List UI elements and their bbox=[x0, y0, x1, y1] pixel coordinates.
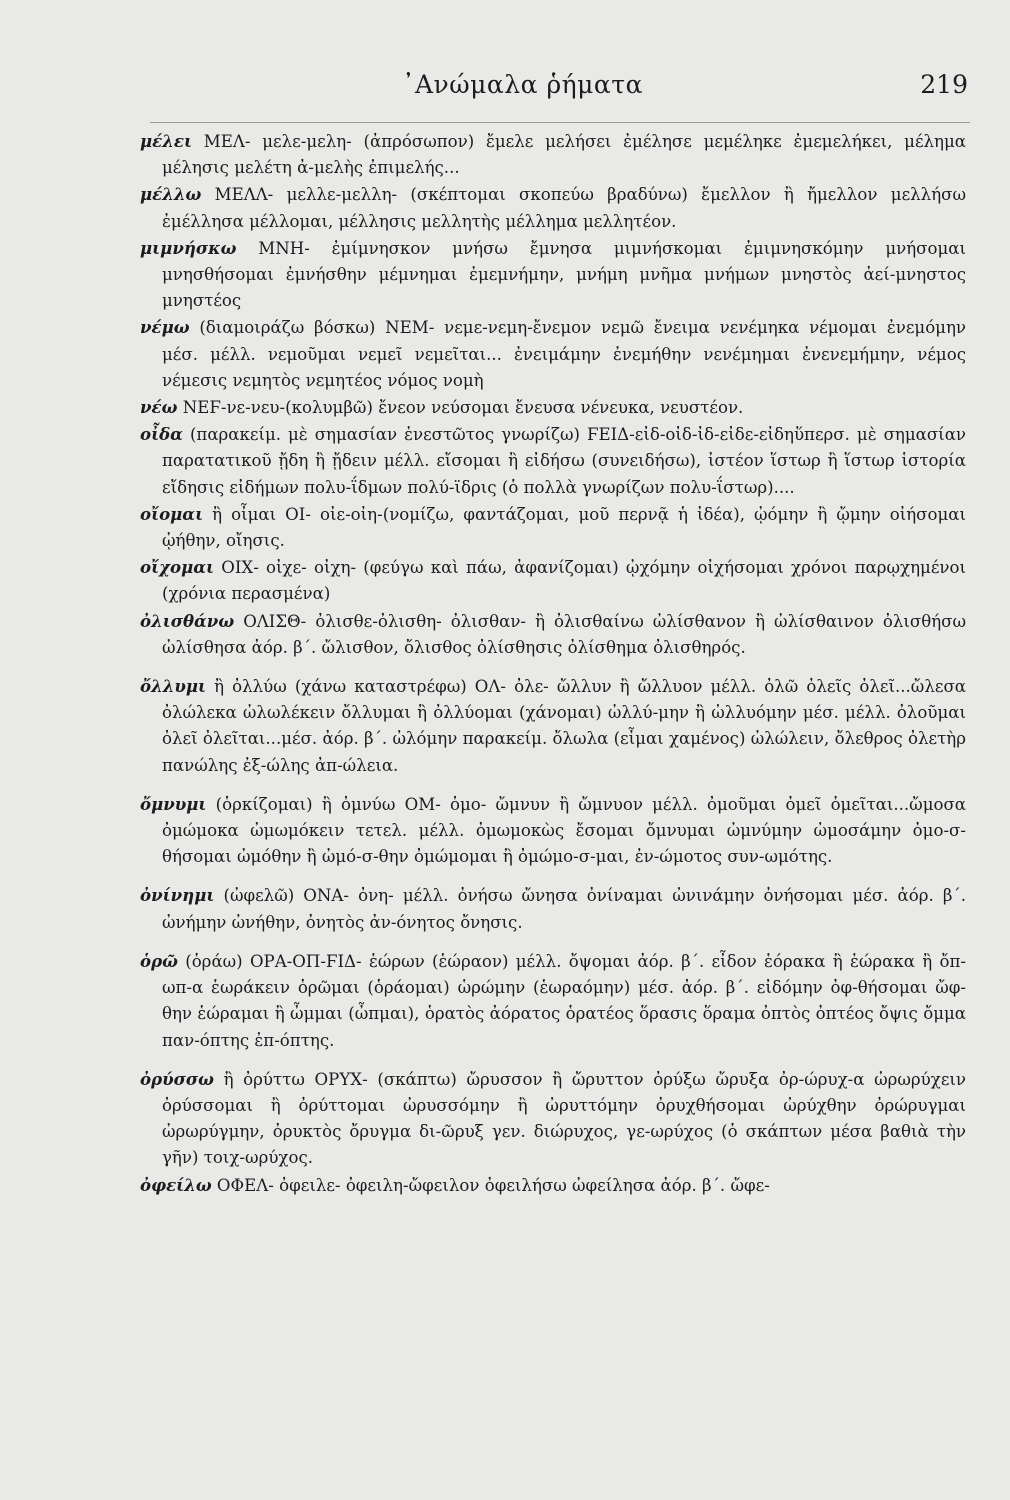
dictionary-entries bbox=[140, 128, 966, 1199]
entry-text: ΜΝΗ- ἐμίμνησκον μνήσω ἔμνησα μιμνήσκομαι ἐμιμνησκόμην μνήσομαι μνησθήσομαι ἐμνήσθην μέμνημαι ἐμεμνήμην, μνήμη μνῆμα μνήμων μνηστὸς ἀεί-μνηστος μνηστέος bbox=[162, 238, 966, 311]
running-title: ᾿Ανώμαλα ῥήματα bbox=[402, 70, 643, 99]
headword: ὄλλυμι bbox=[140, 676, 207, 697]
headword: μέλλω bbox=[140, 184, 202, 205]
entry-text: ΝΕϜ-νε-νευ-(κολυμβῶ) ἔνεον νεύσομαι ἔνευσα νένευκα, νευστέον. bbox=[182, 398, 744, 418]
entry-text: ΜΕΛ- μελε-μελη- (ἀπρόσωπον) ἔμελε μελήσει ἐμέλησε μεμέληκε ἐμεμελήκει, μέλημα μέλησις μελέτη ἀ-μελὴς ἐπιμελής... bbox=[162, 132, 966, 178]
entry-text: ἢ ὀλλύω (χάνω καταστρέφω) ΟΛ- ὀλε- ὤλλυν ἢ ὤλλυον μέλλ. ὀλῶ ὀλεῖς ὀλεῖ...ὤλεσα ὀλώλεκα ὠλωλέκειν ὄλλυμαι ἢ ὀλλύομαι (χάνομαι) ὠλλύ-μην ἢ ὠλλυόμην μέσ. μέλλ. ὀλοῦμαι ὀλεῖ ὀλεῖται...μέσ. ἀόρ. β΄. ὠλόμην παρακείμ. ὄλωλα (εἶμαι χαμένος) ὠλώλειν, ὄλεθρος ὀλετὴρ πανώλης ἐξ-ώλης ἀπ-ώλεια. bbox=[162, 677, 966, 775]
entry-text: ΜΕΛΛ- μελλε-μελλη- (σκέπτομαι σκοπεύω βραδύνω) ἔμελλον ἢ ἤμελλον μελλήσω ἐμέλλησα μέλλομαι, μέλλησις μελλητὴς μέλλημα μελλητέον. bbox=[162, 185, 966, 231]
entry-oichomai bbox=[140, 554, 966, 607]
entry-mimnisko bbox=[140, 235, 966, 315]
entry-text: ΟΛΙΣΘ- ὀλισθε-ὀλισθη- ὀλισθαν- ἢ ὀλισθαίνω ὠλίσθανον ἢ ὠλίσθαινον ὀλισθήσω ὠλίσθησα ἀόρ. β΄. ὤλισθον, ὄλισθος ὀλίσθησις ὀλίσθημα ὀλισθηρός. bbox=[162, 611, 966, 657]
page-header bbox=[150, 70, 970, 123]
headword: ὄμνυμι bbox=[140, 793, 207, 814]
headword: νέω bbox=[140, 397, 178, 418]
headword: ὀνίνημι bbox=[140, 885, 215, 906]
headword: νέμω bbox=[140, 317, 190, 338]
entry-ollymi bbox=[140, 673, 966, 779]
headword: οἴχομαι bbox=[140, 557, 215, 578]
entry-oiomai bbox=[140, 501, 966, 554]
headword: μέλει bbox=[140, 131, 192, 151]
entry-text: ΟΙΧ- οἰχε- οἰχη- (φεύγω καὶ πάω, ἀφανίζομαι) ᾠχόμην οἰχήσομαι χρόνοι παρῳχημένοι (χρόνια περασμένα) bbox=[162, 558, 966, 604]
headword: ὀρύσσω bbox=[140, 1068, 214, 1089]
entry-orysso bbox=[140, 1066, 967, 1172]
entry-neo bbox=[140, 394, 966, 421]
entry-oro bbox=[140, 948, 967, 1054]
entry-text: ἢ ὀρύττω ΟΡΥΧ- (σκάπτω) ὤρυσσον ἢ ὤρυττον ὀρύξω ὤρυξα ὀρ-ώρυχ-α ὠρωρύχειν ὀρύσσομαι ἢ ὀρύττομαι ὠρυσσόμην ἢ ὠρυττόμην ὀρυχθήσομαι ὠρύχθην ὀρώρυγμαι ὠρωρύγμην, ὀρυκτὸς ὄρυγμα δι-ῶρυξ γεν. διώρυχος, γε-ωρύχος (ὁ σκάπτων μέσα βαθιὰ τὴν γῆν) τοιχ-ωρύχος. bbox=[162, 1069, 967, 1168]
headword: ὀλισθάνω bbox=[140, 610, 235, 631]
entry-opheilo bbox=[140, 1172, 966, 1199]
entry-melei bbox=[140, 128, 966, 181]
entry-oninimi bbox=[140, 882, 966, 935]
entry-nemo bbox=[140, 314, 966, 394]
headword: ὀφείλω bbox=[140, 1174, 212, 1195]
entry-text: (ὁρκίζομαι) ἢ ὀμνύω ΟΜ- ὀμο- ὤμνυν ἢ ὤμνυον μέλλ. ὀμοῦμαι ὀμεῖ ὀμεῖται...ὤμοσα ὀμώμοκα ὠμωμόκειν τετελ. μέλλ. ὀμωμοκὼς ἔσομαι ὄμνυμαι ὠμνύμην ὠμοσάμην ὀμο-σ-θήσομαι ὠμόθην ἢ ὠμό-σ-θην ὀμώμομαι ἢ ὀμώμο-σ-μαι, ἐν-ώμοτος συν-ωμότης. bbox=[162, 794, 966, 867]
headword: μιμνήσκω bbox=[140, 237, 237, 258]
headword: ὁρῶ bbox=[140, 950, 178, 971]
entry-text: (ὠφελῶ) ΟΝΑ- ὀνη- μέλλ. ὀνήσω ὤνησα ὀνίναμαι ὠνινάμην ὀνήσομαι μέσ. ἀόρ. β΄. ὠνήμην ὠνήθην, ὀνητὸς ἀν-όνητος ὄνησις. bbox=[162, 886, 966, 932]
entry-text: ΟΦΕΛ- ὀφειλε- ὀφειλη-ὤφειλον ὀφειλήσω ὠφείλησα ἀόρ. β΄. ὤφε- bbox=[216, 1175, 770, 1195]
entry-omnymi bbox=[140, 791, 966, 871]
entry-olisthano bbox=[140, 608, 966, 661]
entry-mello bbox=[140, 181, 966, 234]
entry-text: (διαμοιράζω βόσκω) ΝΕΜ- νεμε-νεμη-ἔνεμον νεμῶ ἔνειμα νενέμηκα νέμομαι ἐνεμόμην μέσ. μέλλ. νεμοῦμαι νεμεῖ νεμεῖται... ἐνειμάμην ἐνεμήθην νενέμημαι ἐνενεμήμην, νέμος νέμεσις νεμητὸς νεμητέος νόμος νομὴ bbox=[162, 318, 966, 390]
entry-text: (παρακείμ. μὲ σημασίαν ἐνεστῶτος γνωρίζω) ϜΕΙΔ-εἰδ-οἰδ-ἰδ-εἰδε-εἰδηὕπερσ. μὲ σημασίαν παρατατικοῦ ᾔδη ἢ ᾔδειν μέλλ. εἴσομαι ἢ εἰδήσω (συνειδήσω), ἰστέον ἵστωρ ἢ ἵστωρ ἱστορία εἴδησις εἰδήμων πολυ-ΐδμων πολύ-ϊδρις (ὁ πολλὰ γνωρίζων πολυ-ΐστωρ).... bbox=[162, 425, 966, 497]
entry-text: ἢ οἶμαι ΟΙ- οἰε-οἰη-(νομίζω, φαντάζομαι, μοῦ περνᾷ ἡ ἰδέα), ᾠόμην ἢ ᾤμην οἰήσομαι ᾠήθην, οἴησις. bbox=[162, 504, 966, 551]
entry-text: (ὁράω) ΟΡΑ-ΟΠ-ϜΙΔ- ἑώρων (ἑώραον) μέλλ. ὄψομαι ἀόρ. β΄. εἶδον ἑόρακα ἢ ἑώρακα ἢ ὄπ-ωπ-α ἑωράκειν ὁρῶμαι (ὁράομαι) ὡρώμην (ἑωραόμην) μέσ. ἀόρ. β΄. εἰδόμην ὀφ-θήσομαι ὤφ-θην ἑώραμαι ἢ ὦμμαι (ὦπμαι), ὁρατὸς ἀόρατος ὁρατέος ὅρασις ὅραμα ὀπτὸς ὀπτέος ὄψις ὄμμα παν-όπτης ἐπ-όπτης. bbox=[162, 951, 967, 1050]
entry-oida bbox=[140, 421, 966, 501]
page-number: 219 bbox=[920, 70, 968, 99]
headword: οἶδα bbox=[140, 424, 183, 445]
headword: οἴομαι bbox=[140, 503, 204, 524]
